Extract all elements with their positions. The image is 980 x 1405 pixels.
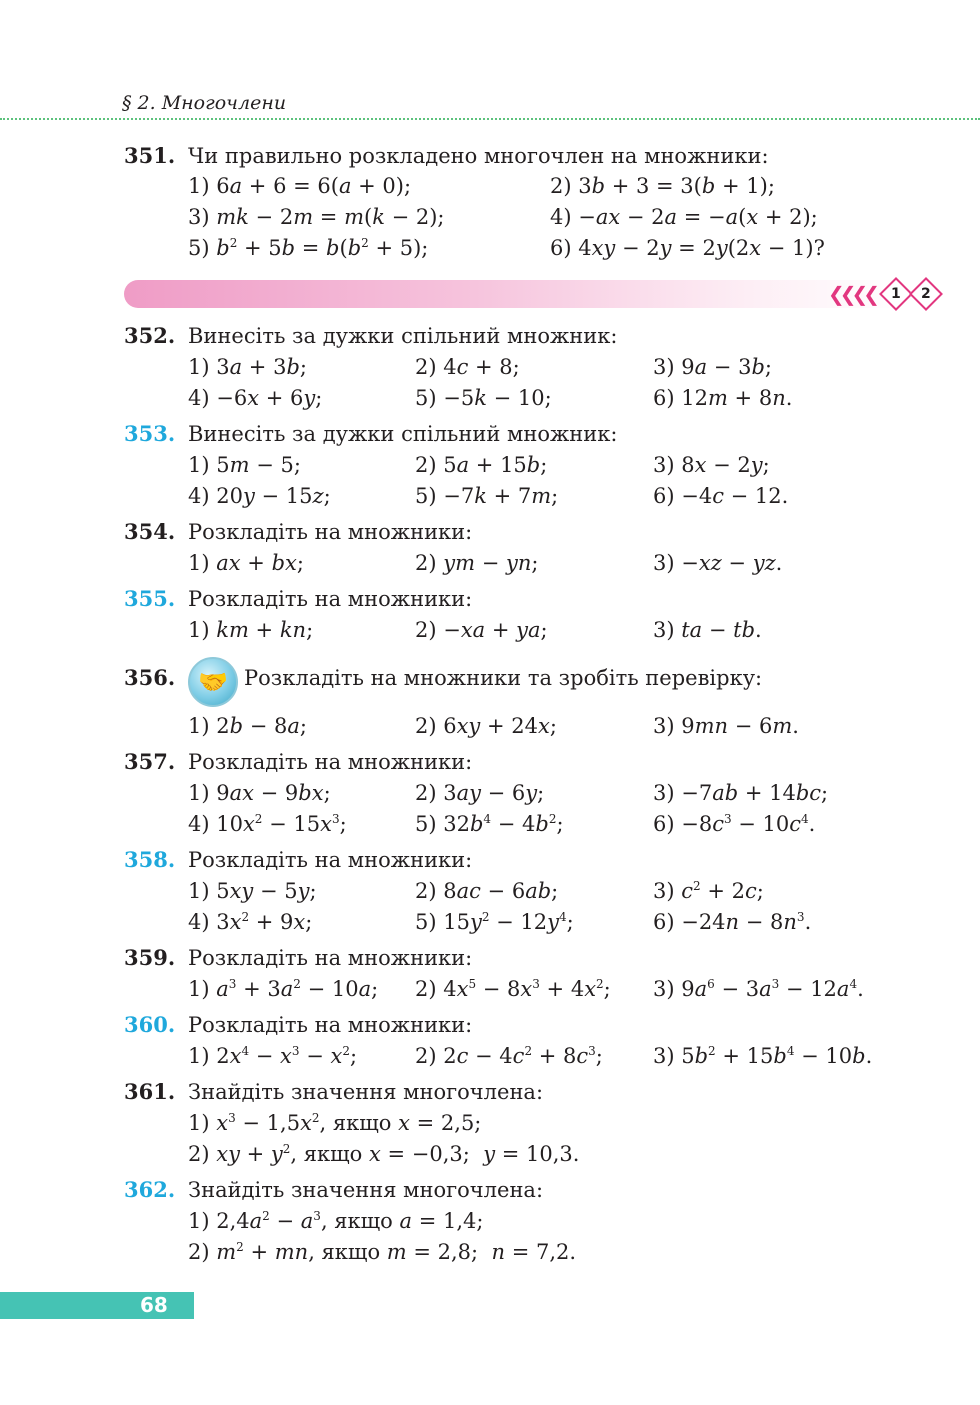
level-badge-1: 1 bbox=[879, 277, 913, 311]
problem-number-354: 354. bbox=[124, 519, 176, 544]
item-351-2: 2) 3b + 3 = 3(b + 1); bbox=[550, 174, 775, 198]
item-360-2: 2) $2c - 4c^2 + 8c^3$; bbox=[415, 1044, 603, 1068]
item-356-1: 1) 2b − 8a; bbox=[188, 714, 307, 738]
item-353-4: 4) 20y − 15z; bbox=[188, 484, 331, 508]
problem-text-357: Розкладіть на множники: bbox=[188, 750, 473, 774]
item-359-1: 1) $a^3 + 3a^2 - 10a$; bbox=[188, 977, 379, 1001]
problem-number-355: 355. bbox=[124, 586, 176, 611]
item-360-1: 1) $2x^4 - x^3 - x^2$; bbox=[188, 1044, 358, 1068]
item-357-4: 4) $10x^2 - 15x^3$; bbox=[188, 812, 347, 836]
item-352-1: 1) 3a + 3b; bbox=[188, 355, 307, 379]
item-355-2: 2) −xa + ya; bbox=[415, 618, 548, 642]
item-351-4: 4) −ax − 2a = −a(x + 2); bbox=[550, 205, 818, 229]
header-divider bbox=[0, 118, 980, 120]
problem-number-357: 357. bbox=[124, 749, 176, 774]
item-354-1: 1) ax + bx; bbox=[188, 551, 304, 575]
item-358-4: 4) $3x^2 + 9x$; bbox=[188, 910, 313, 934]
difficulty-band bbox=[124, 280, 904, 308]
problem-text-359: Розкладіть на множники: bbox=[188, 946, 473, 970]
problem-text-351: Чи правильно розкладено многочлен на множники: bbox=[188, 144, 769, 168]
chevrons-icon: ❮❮❮❮ bbox=[828, 282, 876, 306]
level-badge-2: 2 bbox=[909, 277, 943, 311]
item-352-2: 2) 4c + 8; bbox=[415, 355, 520, 379]
item-357-2: 2) 3ay − 6y; bbox=[415, 781, 545, 805]
item-354-3: 3) −xz − yz. bbox=[653, 551, 783, 575]
item-355-1: 1) km + kn; bbox=[188, 618, 314, 642]
item-358-5: 5) $15y^2 - 12y^4$; bbox=[415, 910, 574, 934]
item-352-6: 6) 12m + 8n. bbox=[653, 386, 793, 410]
problem-number-352: 352. bbox=[124, 323, 176, 348]
item-360-3: 3) $5b^2 + 15b^4 - 10b$. bbox=[653, 1044, 873, 1068]
problem-text-360: Розкладіть на множники: bbox=[188, 1013, 473, 1037]
item-352-4: 4) −6x + 6y; bbox=[188, 386, 323, 410]
item-358-1: 1) 5xy − 5y; bbox=[188, 879, 317, 903]
item-353-5: 5) −7k + 7m; bbox=[415, 484, 559, 508]
item-353-3: 3) 8x − 2y; bbox=[653, 453, 770, 477]
item-357-3: 3) −7ab + 14bc; bbox=[653, 781, 829, 805]
item-355-3: 3) ta − tb. bbox=[653, 618, 762, 642]
problem-number-351: 351. bbox=[124, 143, 176, 168]
item-357-5: 5) $32b^4 - 4b^2$; bbox=[415, 812, 564, 836]
item-361-2: 2) xy + $y^2$, якщо x = −0,3; y = 10,3. bbox=[188, 1142, 580, 1166]
item-351-3: 3) mk − 2m = m(k − 2); bbox=[188, 205, 445, 229]
problem-text-355: Розкладіть на множники: bbox=[188, 587, 473, 611]
item-358-2: 2) 8ac − 6ab; bbox=[415, 879, 559, 903]
item-359-3: 3) $9a^6 - 3a^3 - 12a^4$. bbox=[653, 977, 864, 1001]
problem-text-361: Знайдіть значення многочлена: bbox=[188, 1080, 544, 1104]
problem-number-360: 360. bbox=[124, 1012, 176, 1037]
problem-text-353: Винесіть за дужки спільний множник: bbox=[188, 422, 618, 446]
item-352-3: 3) 9a − 3b; bbox=[653, 355, 772, 379]
item-352-5: 5) −5k − 10; bbox=[415, 386, 552, 410]
page-number: 68 bbox=[140, 1293, 168, 1317]
item-359-2: 2) $4x^5 - 8x^3 + 4x^2$; bbox=[415, 977, 611, 1001]
item-362-1: 1) $2,4a^2 - a^3$, якщо a = 1,4; bbox=[188, 1209, 484, 1233]
section-header: § 2. Многочлени bbox=[122, 92, 287, 114]
item-358-3: 3) $c^2 + 2c$; bbox=[653, 879, 764, 903]
problem-number-356: 356. bbox=[124, 665, 176, 690]
problem-text-362: Знайдіть значення многочлена: bbox=[188, 1178, 544, 1202]
item-356-3: 3) 9mn − 6m. bbox=[653, 714, 799, 738]
problem-number-361: 361. bbox=[124, 1079, 176, 1104]
item-351-6: 6) 4xy − 2y = 2y(2x − 1)? bbox=[550, 236, 825, 260]
difficulty-levels bbox=[828, 283, 941, 305]
item-351-1: 1) 6a + 6 = 6(a + 0); bbox=[188, 174, 412, 198]
item-357-6: $6) -8c^3 - 10c^4$. bbox=[653, 812, 816, 836]
problem-number-353: 353. bbox=[124, 421, 176, 446]
item-356-2: 2) 6xy + 24x; bbox=[415, 714, 557, 738]
problem-text-352: Винесіть за дужки спільний множник: bbox=[188, 324, 618, 348]
problem-number-359: 359. bbox=[124, 945, 176, 970]
item-362-2: 2) $m^2$ + mn, якщо m = 2,8; n = 7,2. bbox=[188, 1240, 577, 1264]
item-351-5: 5) $b^2 + 5b = b(b^2 + 5)$; bbox=[188, 236, 429, 260]
item-358-6: $6) -24n - 8n^3$. bbox=[653, 910, 812, 934]
item-353-1: 1) 5m − 5; bbox=[188, 453, 301, 477]
problem-number-358: 358. bbox=[124, 847, 176, 872]
problem-text-358: Розкладіть на множники: bbox=[188, 848, 473, 872]
item-361-1: 1) $x^3 - 1,5x^2$, якщо x = 2,5; bbox=[188, 1111, 482, 1135]
problem-text-356: Розкладіть на множники та зробіть перевірку: bbox=[244, 666, 763, 690]
problem-text-354: Розкладіть на множники: bbox=[188, 520, 473, 544]
problem-number-362: 362. bbox=[124, 1177, 176, 1202]
item-354-2: 2) ym − yn; bbox=[415, 551, 539, 575]
pair-work-icon: 🤝 bbox=[188, 657, 238, 707]
item-353-6: 6) −4c − 12. bbox=[653, 484, 789, 508]
item-357-1: 1) 9ax − 9bx; bbox=[188, 781, 331, 805]
item-353-2: 2) 5a + 15b; bbox=[415, 453, 548, 477]
